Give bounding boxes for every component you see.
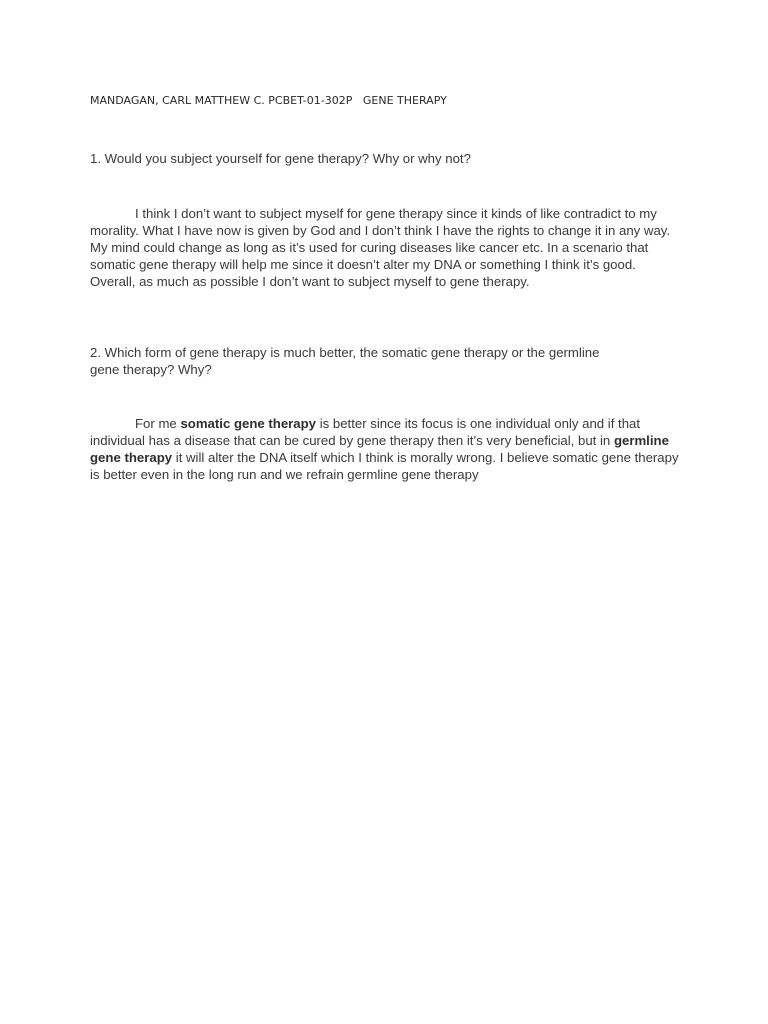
student-name: MANDAGAN, CARL MATTHEW C.	[90, 94, 265, 107]
subject-title: GENE THERAPY	[362, 94, 447, 107]
document-header	[90, 94, 447, 107]
answer-2-bold-germline: germline gene therapy	[90, 433, 669, 465]
answer-2	[90, 415, 682, 483]
answer-1	[90, 205, 682, 290]
section-code: PCBET-01-302P	[268, 94, 353, 107]
question-1: 1. Would you subject yourself for gene therapy? Why or why not?	[90, 151, 471, 166]
answer-2-part-3: it will alter the DNA itself which I think is morally wrong. I believe somatic gene therapy is better even in the long run and we refrain germline gene therapy	[90, 450, 679, 482]
answer-1-text: I think I don’t want to subject myself for gene therapy since it kinds of like contradict to my morality. What I have now is given by God and I don’t think I have the rights to change it in any way. My mind could change as long as it’s used for curing diseases like cancer etc. In a scenario that somatic gene therapy will help me since it doesn’t alter my DNA or something I think it’s good. Overall, as much as possible I don’t want to subject myself to gene therapy.	[90, 206, 671, 289]
question-2-line-2: gene therapy? Why?	[90, 362, 212, 377]
question-2-line-1: 2. Which form of gene therapy is much better, the somatic gene therapy or the germline	[90, 345, 600, 360]
question-2	[90, 344, 682, 378]
answer-2-bold-somatic: somatic gene therapy	[180, 416, 317, 431]
answer-2-part-1: For me	[135, 416, 181, 431]
answer-2-part-2: is better since its focus is one individual only and if that individual has a disease that can be cured by gene therapy then it’s very beneficial, but in	[90, 416, 641, 448]
